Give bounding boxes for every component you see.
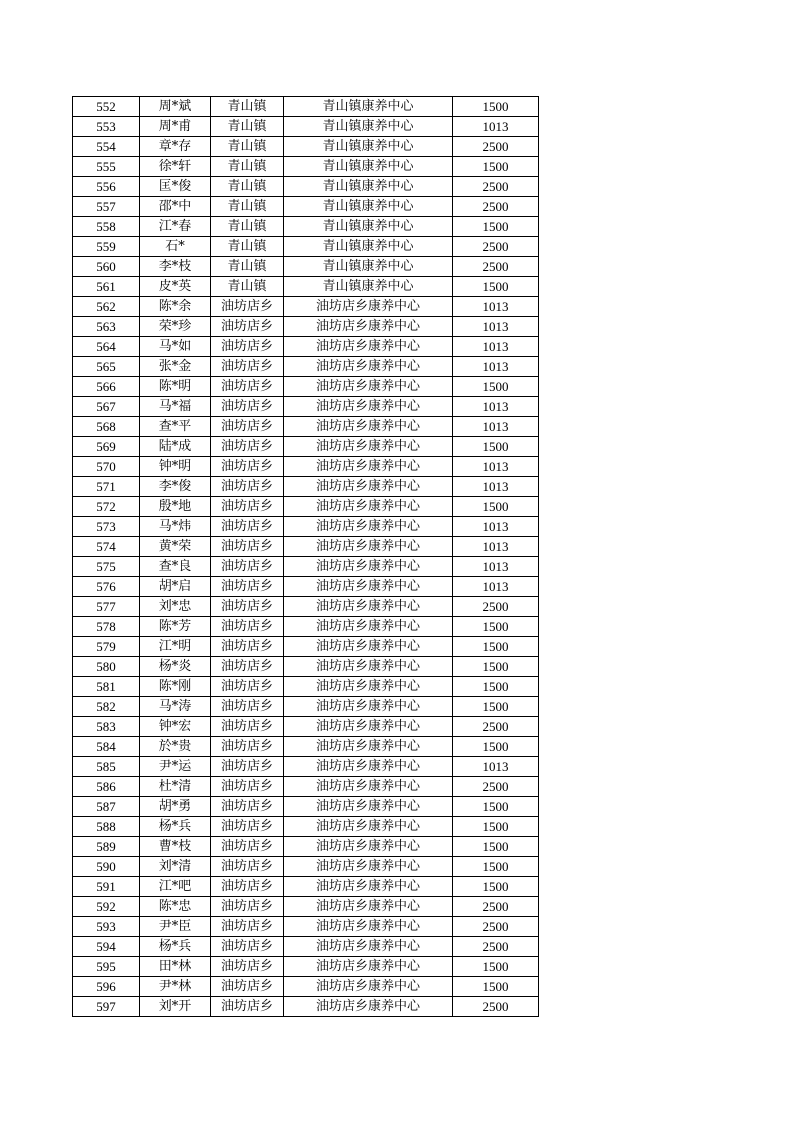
care-center-cell: 油坊店乡康养中心 (284, 717, 453, 737)
table-row (73, 837, 539, 857)
table-row (73, 497, 539, 517)
serial-number-cell: 569 (73, 437, 140, 457)
serial-number-cell: 567 (73, 397, 140, 417)
serial-number-cell: 572 (73, 497, 140, 517)
care-center-cell: 油坊店乡康养中心 (284, 937, 453, 957)
name-cell: 刘*忠 (140, 597, 211, 617)
amount-cell: 1500 (453, 857, 539, 877)
township-cell: 油坊店乡 (211, 737, 284, 757)
table-row (73, 817, 539, 837)
name-cell: 马*炜 (140, 517, 211, 537)
table-row (73, 917, 539, 937)
serial-number-cell: 591 (73, 877, 140, 897)
care-center-cell: 青山镇康养中心 (284, 257, 453, 277)
serial-number-cell: 562 (73, 297, 140, 317)
care-center-cell: 青山镇康养中心 (284, 137, 453, 157)
care-center-cell: 油坊店乡康养中心 (284, 917, 453, 937)
table-row (73, 377, 539, 397)
name-cell: 杜*清 (140, 777, 211, 797)
township-cell: 油坊店乡 (211, 777, 284, 797)
care-center-cell: 青山镇康养中心 (284, 237, 453, 257)
serial-number-cell: 587 (73, 797, 140, 817)
amount-cell: 2500 (453, 137, 539, 157)
serial-number-cell: 594 (73, 937, 140, 957)
serial-number-cell: 578 (73, 617, 140, 637)
name-cell: 马*如 (140, 337, 211, 357)
serial-number-cell: 558 (73, 217, 140, 237)
care-center-cell: 青山镇康养中心 (284, 117, 453, 137)
amount-cell: 1500 (453, 637, 539, 657)
care-center-cell: 油坊店乡康养中心 (284, 877, 453, 897)
amount-cell: 1500 (453, 497, 539, 517)
table-row (73, 657, 539, 677)
township-cell: 青山镇 (211, 137, 284, 157)
name-cell: 邵*中 (140, 197, 211, 217)
amount-cell: 2500 (453, 777, 539, 797)
table-row (73, 197, 539, 217)
table-row (73, 897, 539, 917)
township-cell: 油坊店乡 (211, 937, 284, 957)
care-center-cell: 油坊店乡康养中心 (284, 417, 453, 437)
care-center-cell: 油坊店乡康养中心 (284, 517, 453, 537)
care-center-cell: 油坊店乡康养中心 (284, 677, 453, 697)
amount-cell: 1013 (453, 417, 539, 437)
serial-number-cell: 574 (73, 537, 140, 557)
township-cell: 油坊店乡 (211, 337, 284, 357)
serial-number-cell: 566 (73, 377, 140, 397)
serial-number-cell: 557 (73, 197, 140, 217)
serial-number-cell: 554 (73, 137, 140, 157)
township-cell: 青山镇 (211, 197, 284, 217)
amount-cell: 1500 (453, 437, 539, 457)
table-row (73, 997, 539, 1017)
amount-cell: 1500 (453, 697, 539, 717)
serial-number-cell: 564 (73, 337, 140, 357)
serial-number-cell: 581 (73, 677, 140, 697)
township-cell: 油坊店乡 (211, 997, 284, 1017)
serial-number-cell: 580 (73, 657, 140, 677)
amount-cell: 2500 (453, 997, 539, 1017)
township-cell: 油坊店乡 (211, 517, 284, 537)
name-cell: 查*平 (140, 417, 211, 437)
table-row (73, 257, 539, 277)
table-row (73, 597, 539, 617)
care-center-cell: 油坊店乡康养中心 (284, 377, 453, 397)
care-center-cell: 油坊店乡康养中心 (284, 697, 453, 717)
care-center-cell: 油坊店乡康养中心 (284, 777, 453, 797)
care-center-cell: 油坊店乡康养中心 (284, 537, 453, 557)
table-row (73, 397, 539, 417)
township-cell: 青山镇 (211, 97, 284, 117)
name-cell: 尹*臣 (140, 917, 211, 937)
care-center-cell: 油坊店乡康养中心 (284, 577, 453, 597)
township-cell: 油坊店乡 (211, 857, 284, 877)
township-cell: 油坊店乡 (211, 377, 284, 397)
care-center-cell: 油坊店乡康养中心 (284, 997, 453, 1017)
table-row (73, 437, 539, 457)
township-cell: 油坊店乡 (211, 317, 284, 337)
serial-number-cell: 571 (73, 477, 140, 497)
serial-number-cell: 570 (73, 457, 140, 477)
name-cell: 陈*芳 (140, 617, 211, 637)
amount-cell: 1013 (453, 517, 539, 537)
table-row (73, 477, 539, 497)
name-cell: 荣*珍 (140, 317, 211, 337)
township-cell: 青山镇 (211, 217, 284, 237)
township-cell: 油坊店乡 (211, 717, 284, 737)
care-center-cell: 油坊店乡康养中心 (284, 297, 453, 317)
name-cell: 胡*勇 (140, 797, 211, 817)
table-row (73, 857, 539, 877)
roster-table (72, 96, 539, 1017)
table-row (73, 97, 539, 117)
name-cell: 於*贵 (140, 737, 211, 757)
township-cell: 油坊店乡 (211, 577, 284, 597)
name-cell: 陈*余 (140, 297, 211, 317)
table-row (73, 217, 539, 237)
table-row (73, 977, 539, 997)
name-cell: 刘*清 (140, 857, 211, 877)
serial-number-cell: 576 (73, 577, 140, 597)
care-center-cell: 油坊店乡康养中心 (284, 437, 453, 457)
township-cell: 油坊店乡 (211, 437, 284, 457)
amount-cell: 1500 (453, 957, 539, 977)
amount-cell: 1013 (453, 297, 539, 317)
serial-number-cell: 579 (73, 637, 140, 657)
name-cell: 江*吧 (140, 877, 211, 897)
name-cell: 刘*开 (140, 997, 211, 1017)
amount-cell: 1500 (453, 877, 539, 897)
name-cell: 皮*英 (140, 277, 211, 297)
serial-number-cell: 560 (73, 257, 140, 277)
amount-cell: 1500 (453, 837, 539, 857)
care-center-cell: 油坊店乡康养中心 (284, 357, 453, 377)
amount-cell: 1500 (453, 277, 539, 297)
serial-number-cell: 590 (73, 857, 140, 877)
amount-cell: 1013 (453, 397, 539, 417)
serial-number-cell: 592 (73, 897, 140, 917)
township-cell: 油坊店乡 (211, 417, 284, 437)
table-row (73, 877, 539, 897)
serial-number-cell: 583 (73, 717, 140, 737)
amount-cell: 2500 (453, 897, 539, 917)
amount-cell: 1013 (453, 117, 539, 137)
serial-number-cell: 596 (73, 977, 140, 997)
township-cell: 油坊店乡 (211, 557, 284, 577)
name-cell: 尹*林 (140, 977, 211, 997)
name-cell: 石* (140, 237, 211, 257)
township-cell: 青山镇 (211, 177, 284, 197)
amount-cell: 1013 (453, 537, 539, 557)
table-row (73, 177, 539, 197)
care-center-cell: 青山镇康养中心 (284, 157, 453, 177)
serial-number-cell: 552 (73, 97, 140, 117)
amount-cell: 2500 (453, 917, 539, 937)
township-cell: 油坊店乡 (211, 397, 284, 417)
amount-cell: 1500 (453, 657, 539, 677)
township-cell: 油坊店乡 (211, 297, 284, 317)
township-cell: 油坊店乡 (211, 957, 284, 977)
township-cell: 油坊店乡 (211, 357, 284, 377)
township-cell: 油坊店乡 (211, 597, 284, 617)
amount-cell: 2500 (453, 257, 539, 277)
table-row (73, 677, 539, 697)
amount-cell: 1500 (453, 817, 539, 837)
name-cell: 杨*兵 (140, 937, 211, 957)
care-center-cell: 油坊店乡康养中心 (284, 617, 453, 637)
township-cell: 油坊店乡 (211, 917, 284, 937)
amount-cell: 2500 (453, 197, 539, 217)
serial-number-cell: 582 (73, 697, 140, 717)
serial-number-cell: 565 (73, 357, 140, 377)
care-center-cell: 油坊店乡康养中心 (284, 557, 453, 577)
township-cell: 油坊店乡 (211, 637, 284, 657)
care-center-cell: 油坊店乡康养中心 (284, 957, 453, 977)
care-center-cell: 油坊店乡康养中心 (284, 857, 453, 877)
amount-cell: 1500 (453, 797, 539, 817)
name-cell: 李*俊 (140, 477, 211, 497)
care-center-cell: 油坊店乡康养中心 (284, 657, 453, 677)
amount-cell: 1500 (453, 737, 539, 757)
serial-number-cell: 577 (73, 597, 140, 617)
township-cell: 油坊店乡 (211, 457, 284, 477)
table-row (73, 577, 539, 597)
serial-number-cell: 555 (73, 157, 140, 177)
township-cell: 油坊店乡 (211, 977, 284, 997)
township-cell: 油坊店乡 (211, 497, 284, 517)
table-row (73, 297, 539, 317)
name-cell: 杨*兵 (140, 817, 211, 837)
name-cell: 李*枝 (140, 257, 211, 277)
amount-cell: 1013 (453, 577, 539, 597)
table-row (73, 637, 539, 657)
name-cell: 马*福 (140, 397, 211, 417)
care-center-cell: 青山镇康养中心 (284, 277, 453, 297)
amount-cell: 1500 (453, 377, 539, 397)
serial-number-cell: 588 (73, 817, 140, 837)
care-center-cell: 油坊店乡康养中心 (284, 497, 453, 517)
care-center-cell: 青山镇康养中心 (284, 217, 453, 237)
care-center-cell: 油坊店乡康养中心 (284, 637, 453, 657)
name-cell: 马*涛 (140, 697, 211, 717)
care-center-cell: 油坊店乡康养中心 (284, 797, 453, 817)
name-cell: 匡*俊 (140, 177, 211, 197)
care-center-cell: 油坊店乡康养中心 (284, 897, 453, 917)
name-cell: 殷*地 (140, 497, 211, 517)
name-cell: 田*林 (140, 957, 211, 977)
care-center-cell: 油坊店乡康养中心 (284, 817, 453, 837)
table-row (73, 537, 539, 557)
table-row (73, 277, 539, 297)
amount-cell: 1013 (453, 457, 539, 477)
name-cell: 周*斌 (140, 97, 211, 117)
name-cell: 江*明 (140, 637, 211, 657)
amount-cell: 1500 (453, 217, 539, 237)
care-center-cell: 油坊店乡康养中心 (284, 757, 453, 777)
name-cell: 徐*轩 (140, 157, 211, 177)
care-center-cell: 油坊店乡康养中心 (284, 457, 453, 477)
township-cell: 油坊店乡 (211, 617, 284, 637)
township-cell: 青山镇 (211, 157, 284, 177)
name-cell: 陆*成 (140, 437, 211, 457)
name-cell: 杨*炎 (140, 657, 211, 677)
table-row (73, 317, 539, 337)
amount-cell: 1013 (453, 557, 539, 577)
table-row (73, 237, 539, 257)
table-row (73, 457, 539, 477)
amount-cell: 1500 (453, 677, 539, 697)
care-center-cell: 油坊店乡康养中心 (284, 837, 453, 857)
name-cell: 黄*荣 (140, 537, 211, 557)
table-row (73, 937, 539, 957)
table-row (73, 557, 539, 577)
amount-cell: 1013 (453, 477, 539, 497)
amount-cell: 2500 (453, 177, 539, 197)
serial-number-cell: 575 (73, 557, 140, 577)
name-cell: 钟*宏 (140, 717, 211, 737)
care-center-cell: 油坊店乡康养中心 (284, 397, 453, 417)
amount-cell: 2500 (453, 717, 539, 737)
township-cell: 油坊店乡 (211, 757, 284, 777)
name-cell: 胡*启 (140, 577, 211, 597)
serial-number-cell: 595 (73, 957, 140, 977)
serial-number-cell: 589 (73, 837, 140, 857)
amount-cell: 1013 (453, 337, 539, 357)
care-center-cell: 油坊店乡康养中心 (284, 977, 453, 997)
township-cell: 油坊店乡 (211, 797, 284, 817)
serial-number-cell: 568 (73, 417, 140, 437)
table-row (73, 777, 539, 797)
serial-number-cell: 556 (73, 177, 140, 197)
township-cell: 油坊店乡 (211, 817, 284, 837)
amount-cell: 1013 (453, 317, 539, 337)
table-row (73, 337, 539, 357)
township-cell: 油坊店乡 (211, 677, 284, 697)
care-center-cell: 青山镇康养中心 (284, 177, 453, 197)
name-cell: 曹*枝 (140, 837, 211, 857)
table-row (73, 737, 539, 757)
township-cell: 油坊店乡 (211, 837, 284, 857)
serial-number-cell: 573 (73, 517, 140, 537)
amount-cell: 1013 (453, 757, 539, 777)
serial-number-cell: 597 (73, 997, 140, 1017)
amount-cell: 2500 (453, 237, 539, 257)
serial-number-cell: 553 (73, 117, 140, 137)
serial-number-cell: 559 (73, 237, 140, 257)
table-row (73, 717, 539, 737)
table-row (73, 697, 539, 717)
township-cell: 油坊店乡 (211, 877, 284, 897)
care-center-cell: 油坊店乡康养中心 (284, 317, 453, 337)
name-cell: 陈*刚 (140, 677, 211, 697)
table-row (73, 957, 539, 977)
amount-cell: 2500 (453, 937, 539, 957)
name-cell: 陈*忠 (140, 897, 211, 917)
serial-number-cell: 585 (73, 757, 140, 777)
amount-cell: 1500 (453, 977, 539, 997)
table-row (73, 517, 539, 537)
name-cell: 尹*运 (140, 757, 211, 777)
township-cell: 油坊店乡 (211, 537, 284, 557)
township-cell: 青山镇 (211, 277, 284, 297)
serial-number-cell: 584 (73, 737, 140, 757)
table-row (73, 417, 539, 437)
roster-table-body (73, 97, 539, 1017)
serial-number-cell: 586 (73, 777, 140, 797)
name-cell: 陈*明 (140, 377, 211, 397)
name-cell: 章*存 (140, 137, 211, 157)
name-cell: 查*良 (140, 557, 211, 577)
care-center-cell: 青山镇康养中心 (284, 197, 453, 217)
amount-cell: 1013 (453, 357, 539, 377)
township-cell: 青山镇 (211, 237, 284, 257)
care-center-cell: 青山镇康养中心 (284, 97, 453, 117)
amount-cell: 1500 (453, 157, 539, 177)
amount-cell: 1500 (453, 97, 539, 117)
name-cell: 周*甫 (140, 117, 211, 137)
table-row (73, 117, 539, 137)
amount-cell: 2500 (453, 597, 539, 617)
township-cell: 青山镇 (211, 117, 284, 137)
township-cell: 油坊店乡 (211, 657, 284, 677)
care-center-cell: 油坊店乡康养中心 (284, 337, 453, 357)
table-row (73, 617, 539, 637)
care-center-cell: 油坊店乡康养中心 (284, 737, 453, 757)
table-row (73, 357, 539, 377)
name-cell: 江*春 (140, 217, 211, 237)
table-row (73, 797, 539, 817)
township-cell: 油坊店乡 (211, 477, 284, 497)
serial-number-cell: 561 (73, 277, 140, 297)
serial-number-cell: 593 (73, 917, 140, 937)
township-cell: 油坊店乡 (211, 697, 284, 717)
table-row (73, 757, 539, 777)
name-cell: 张*金 (140, 357, 211, 377)
name-cell: 钟*明 (140, 457, 211, 477)
care-center-cell: 油坊店乡康养中心 (284, 477, 453, 497)
care-center-cell: 油坊店乡康养中心 (284, 597, 453, 617)
serial-number-cell: 563 (73, 317, 140, 337)
amount-cell: 1500 (453, 617, 539, 637)
table-row (73, 157, 539, 177)
table-row (73, 137, 539, 157)
township-cell: 油坊店乡 (211, 897, 284, 917)
township-cell: 青山镇 (211, 257, 284, 277)
